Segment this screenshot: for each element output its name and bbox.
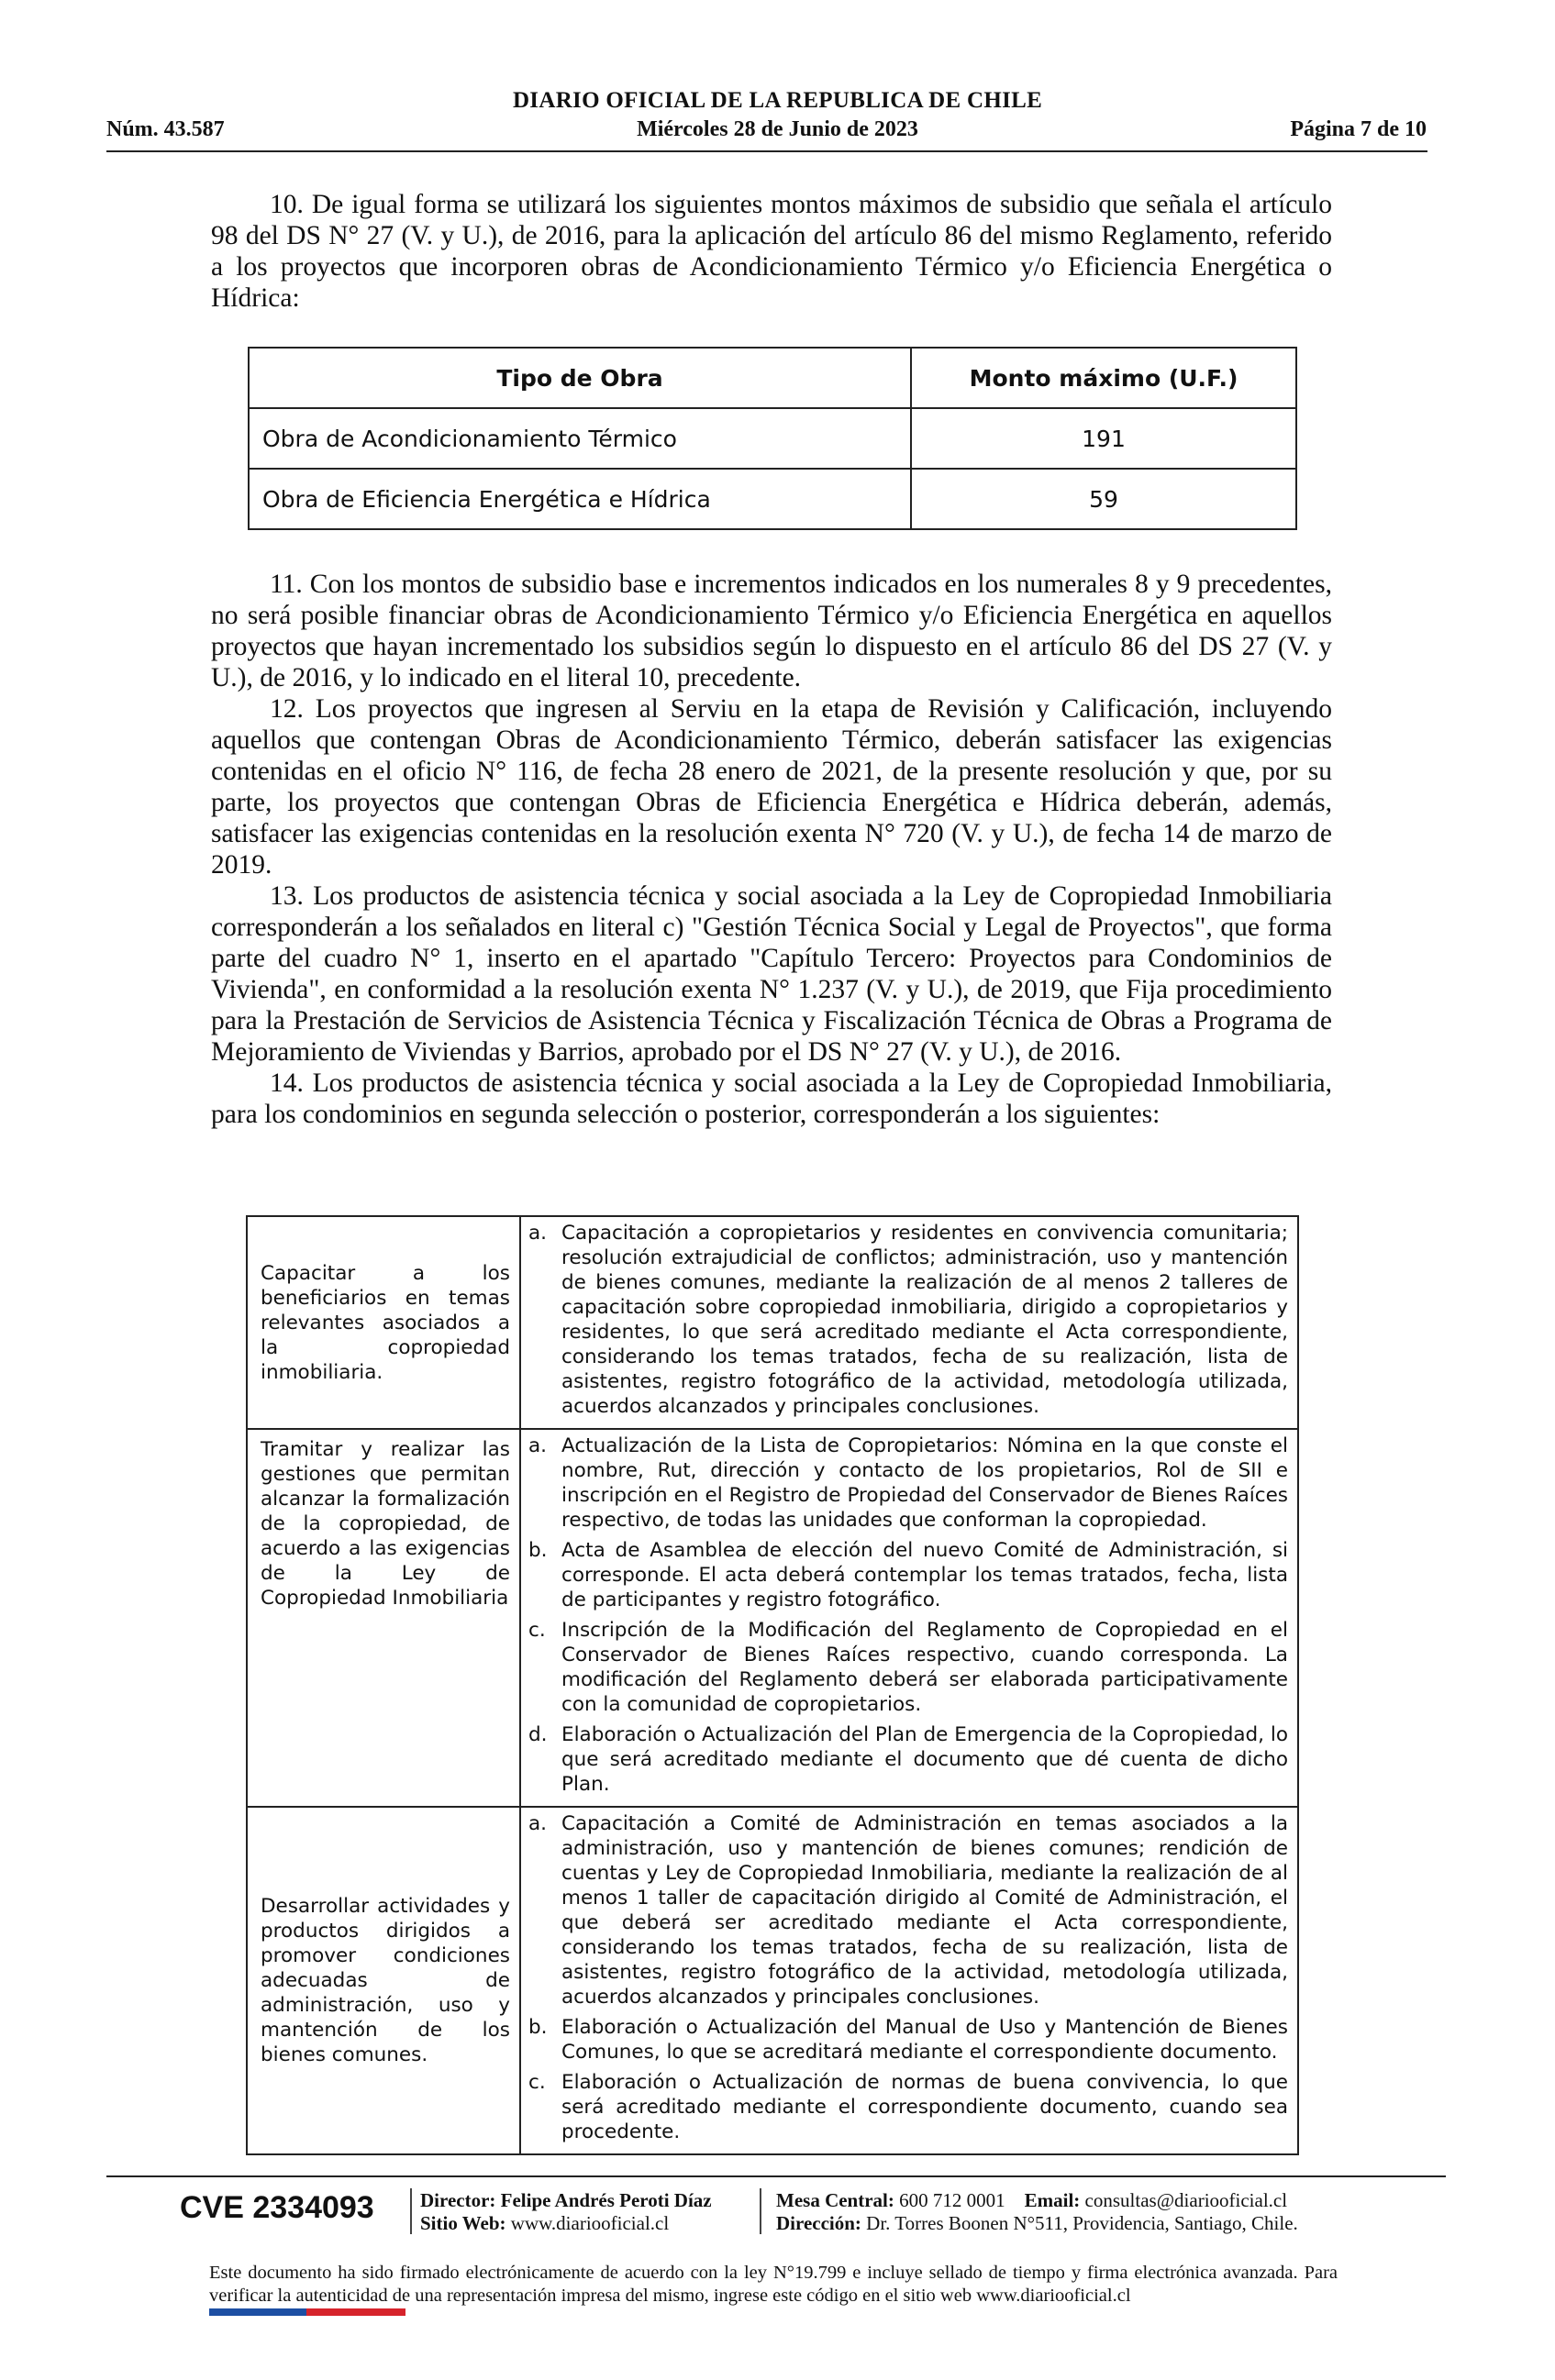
paragraph-10: 10. De igual forma se utilizará los siguientes montos máximos de subsidio que señala el artículo 98 del DS N° 27 (V. y U.), de 2016, para la aplicación del artículo 86 del mismo Reglamento, referido a los proyectos que incorporen obras de Acondicionamiento Térmico y/o Eficiencia Energética o Hídrica: — [211, 190, 1332, 313]
cell-tipo-obra: Obra de Acondicionamiento Térmico — [249, 408, 911, 469]
paragraphs-11-14 — [211, 569, 1332, 1130]
page-number: Página 7 de 10 — [1290, 117, 1427, 141]
products-cell — [520, 1807, 1298, 2154]
flag-red-stripe — [306, 2308, 405, 2316]
list-item: c. Inscripción de la Modificación del Reglamento de Copropiedad en el Conservador de Bienes Raíces respectivo, cuando corresponda. La modificación del Reglamento deberá ser elaborada participativamente con la comunidad de copropietarios. — [528, 1619, 1288, 1716]
table-row — [249, 408, 1296, 469]
website-link[interactable]: www.diariooficial.cl — [510, 2212, 670, 2234]
header-divider — [106, 150, 1427, 152]
paragraph-14: 14. Los productos de asistencia técnica y social asociada a la Ley de Copropiedad Inmobiliaria, para los condominios en segunda selección o posterior, corresponderán a los siguientes: — [211, 1068, 1332, 1129]
phone-number: 600 712 0001 — [899, 2189, 1005, 2211]
products-cell — [520, 1216, 1298, 1429]
email-link[interactable]: consultas@diariooficial.cl — [1084, 2189, 1288, 2211]
paragraph-11: 11. Con los montos de subsidio base e incrementos indicados en los numerales 8 y 9 precedentes, no será posible financiar obras de Acondicionamiento Térmico y/o Eficiencia Energética en aquellos proyectos que hayan incrementado los subsidios según lo dispuesto en el artículo 86 del DS 27 (V. y U.), de 2016, y lo indicado en el literal 10, precedente. — [211, 570, 1332, 692]
address: Dr. Torres Boonen N°511, Providencia, Santiago, Chile. — [866, 2212, 1298, 2234]
subsidy-amounts-table — [248, 347, 1297, 530]
paragraph-12: 12. Los proyectos que ingresen al Serviu en la etapa de Revisión y Calificación, incluyendo aquellos que contengan Obras de Acondicionamiento Térmico, deberán satisfacer las exigencias contenidas en el oficio N° 116, de fecha 28 enero de 2021, de la presente resolución y que, por su parte, los proyectos que contengan Obras de Eficiencia Energética e Hídrica deberán, además, satisfacer las exigencias contenidas en la resolución exenta N° 720 (V. y U.), de fecha 14 de marzo de 2019. — [211, 694, 1332, 880]
table-row — [247, 1216, 1298, 1429]
issue-date: Miércoles 28 de Junio de 2023 — [637, 117, 918, 141]
list-item: d. Elaboración o Actualización del Plan de Emergencia de la Copropiedad, lo que será acreditado mediante el documento que dé cuenta de dicho Plan. — [528, 1723, 1288, 1796]
objective-cell: Tramitar y realizar las gestiones que permitan alcanzar la formalización de la copropiedad, de acuerdo a las exigencias de la Ley de Copropiedad Inmobiliaria — [247, 1429, 520, 1807]
table-header-row — [249, 348, 1296, 408]
flag-blue-stripe — [209, 2308, 306, 2316]
col-header-monto-maximo: Monto máximo (U.F.) — [911, 348, 1296, 408]
list-item: c. Elaboración o Actualización de normas de buena convivencia, lo que será acreditado mediante el correspondiente documento, cuando sea procedente. — [528, 2071, 1288, 2143]
objective-cell: Capacitar a los beneficiarios en temas relevantes asociados a la copropiedad inmobiliaria. — [247, 1216, 520, 1429]
cell-monto: 59 — [911, 469, 1296, 529]
cve-code: CVE 2334093 — [180, 2190, 374, 2225]
list-item: a. Capacitación a Comité de Administración en temas asociados a la administración, uso y mantención de bienes comunes; rendición de cuentas y Ley de Copropiedad Inmobiliaria, mediante la realización de al menos 1 taller de capacitación dirigido al Comité de Administración, el que deberá ser acreditado mediante el Acta correspondiente, considerando los temas tratados, fecha de su realización, lista de asistentes, registro fotográfico de la actividad, metodología utilizada, acuerdos alcanzados y principales conclusiones. — [528, 1812, 1288, 2009]
products-cell — [520, 1429, 1298, 1807]
footer-divider — [106, 2175, 1446, 2177]
list-item: b. Elaboración o Actualización del Manual de Uso y Mantención de Bienes Comunes, lo que se acreditará mediante el correspondiente documento. — [528, 2016, 1288, 2064]
footer-separator — [410, 2188, 412, 2234]
list-item: b. Acta de Asamblea de elección del nuevo Comité de Administración, si corresponde. El acta deberá contemplar los temas tratados, fecha, lista de participantes y registro fotográfico. — [528, 1539, 1288, 1611]
table-row — [247, 1429, 1298, 1807]
table-row — [249, 469, 1296, 529]
col-header-tipo-obra: Tipo de Obra — [249, 348, 911, 408]
electronic-signature-note: Este documento ha sido firmado electrónicamente de acuerdo con la ley N°19.799 e incluye sellado de tiempo y firma electrónica avanzada. Para verificar la autenticidad de una representación impresa del mismo, ingrese este código en el sitio web www.diariooficial.cl — [209, 2263, 1338, 2306]
footer-contact-block: Mesa Central: 600 712 0001 Email: consultas@diariooficial.cl Dirección: Dr. Torres Boonen N°511, Providencia, Santiago, Chile. — [776, 2189, 1298, 2234]
cell-monto: 191 — [911, 408, 1296, 469]
technical-assistance-table — [246, 1215, 1299, 2155]
paragraph-13: 13. Los productos de asistencia técnica y social asociada a la Ley de Copropiedad Inmobiliaria corresponderán a los señalados en literal c) "Gestión Técnica Social y Legal de Proyectos", que forma parte del cuadro N° 1, inserto en el apartado "Capítulo Tercero: Proyectos para Condominios de Vivienda", en conformidad a la resolución exenta N° 1.237 (V. y U.), de 2019, que Fija procedimiento para la Prestación de Servicios de Asistencia Técnica y Fiscalización Técnica de Obras a Programa de Mejoramiento de Viviendas y Barrios, aprobado por el DS N° 27 (V. y U.), de 2016. — [211, 881, 1332, 1067]
newspaper-title: DIARIO OFICIAL DE LA REPUBLICA DE CHILE — [512, 88, 1043, 113]
table-row — [247, 1807, 1298, 2154]
director-name: Felipe Andrés Peroti Díaz — [500, 2189, 712, 2211]
list-item: a. Actualización de la Lista de Copropietarios: Nómina en la que conste el nombre, Rut, dirección y contacto de los propietarios, Rol de SII e inscripción en el Registro de Propiedad del Conservador de Bienes Raíces respectivo, de todas las unidades que conforman la copropiedad. — [528, 1434, 1288, 1532]
objective-cell: Desarrollar actividades y productos dirigidos a promover condiciones adecuadas de administración, uso y mantención de los bienes comunes. — [247, 1807, 520, 2154]
cell-tipo-obra: Obra de Eficiencia Energética e Hídrica — [249, 469, 911, 529]
list-item: a. Capacitación a copropietarios y residentes en convivencia comunitaria; resolución extrajudicial de conflictos; administración, uso y mantención de bienes comunes, mediante la realización de al menos 2 talleres de capacitación sobre copropiedad inmobiliaria, dirigido a copropietarios y residentes, lo que será acreditado mediante el Acta correspondiente, considerando los temas tratados, fecha de su realización, lista de asistentes, registro fotográfico de la actividad, metodología utilizada, acuerdos alcanzados y principales conclusiones. — [528, 1222, 1288, 1418]
footer-director-block: Director: Felipe Andrés Peroti Díaz Sitio Web: www.diariooficial.cl — [420, 2189, 712, 2234]
issue-number: Núm. 43.587 — [106, 117, 225, 141]
footer-separator — [760, 2188, 761, 2234]
